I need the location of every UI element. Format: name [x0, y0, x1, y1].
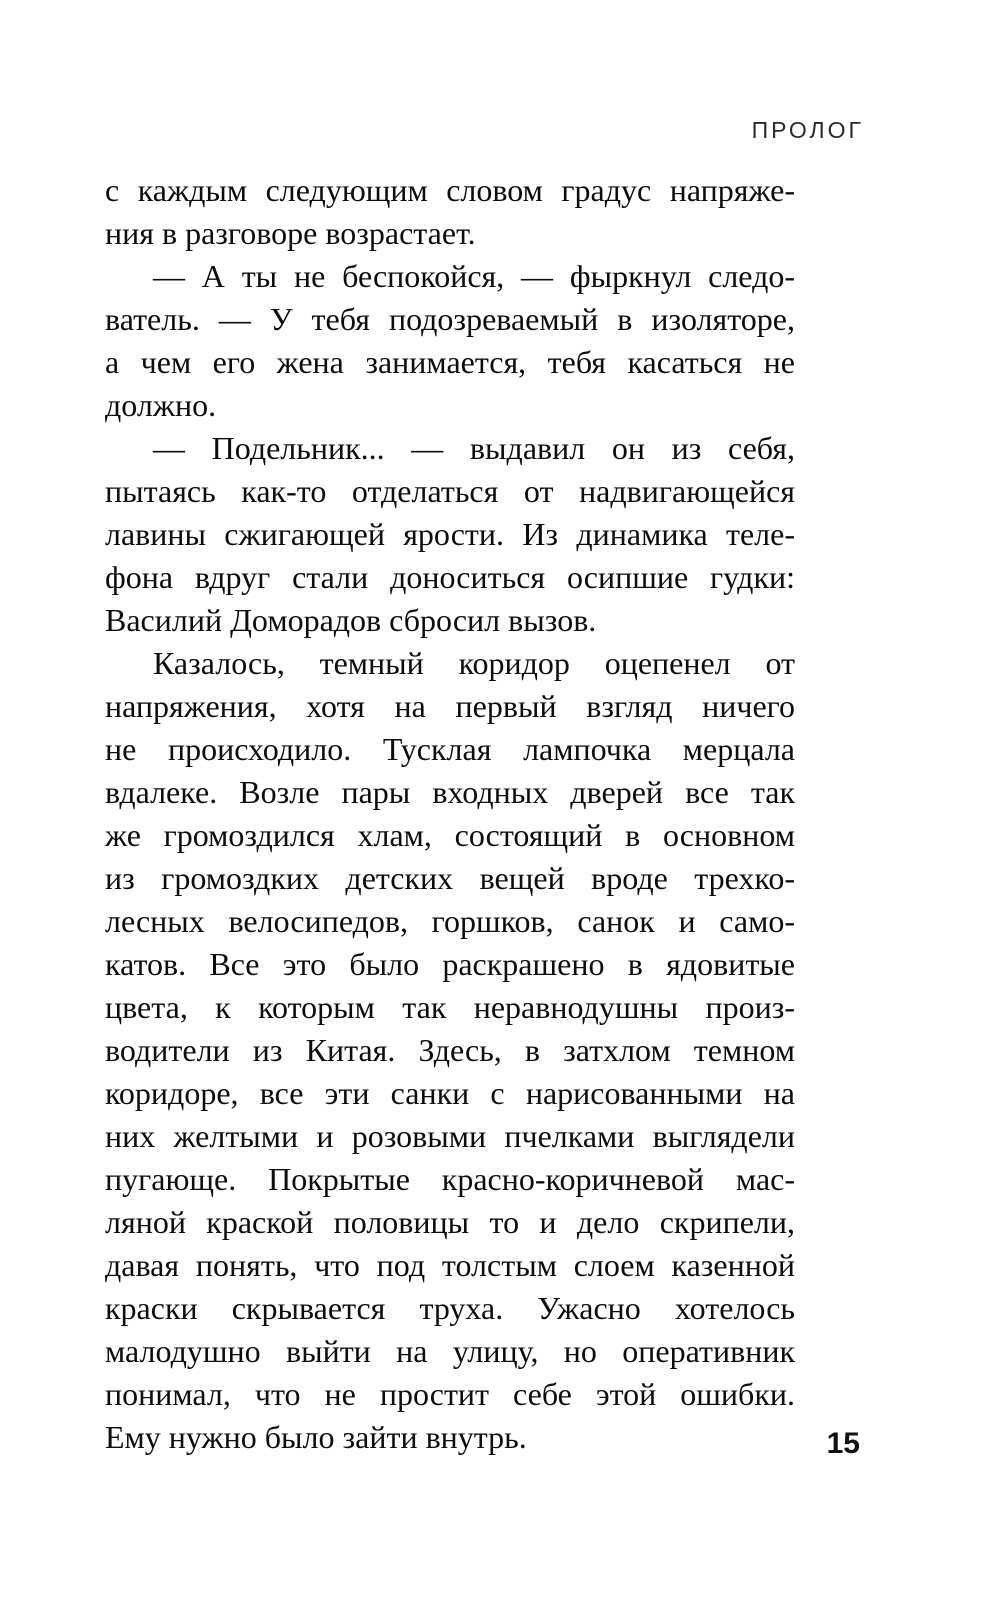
text-line: ния в разговоре возрастает. [105, 215, 476, 251]
text-line: Ему нужно было зайти внутрь. [105, 1419, 527, 1455]
text-line: ляной краской половицы то и дело скрипели, [105, 1204, 795, 1240]
text-line: лавины сжигающей ярости. Из динамика теле- [105, 516, 795, 552]
text-line: из громоздких детских вещей вроде трехко- [105, 860, 795, 896]
running-head-prologue: ПРОЛОГ [751, 117, 864, 143]
text-line: цвета, к которым так неравнодушны произ- [105, 989, 795, 1025]
text-line: водители из Китая. Здесь, в затхлом темном [105, 1032, 795, 1068]
text-line: Казалось, темный коридор оцепенел от [153, 645, 795, 681]
text-line: лесных велосипедов, горшков, санок и само- [105, 903, 795, 939]
text-line: малодушно выйти на улицу, но оперативник [105, 1333, 795, 1369]
text-line: Василий Доморадов сбросил вызов. [105, 602, 597, 638]
text-line: фона вдруг стали доноситься осипшие гудки: [105, 559, 795, 595]
text-line: давая понять, что под толстым слоем казенной [105, 1247, 795, 1283]
text-line: — А ты не беспокойся, — фыркнул следо- [153, 258, 795, 294]
text-line: понимал, что не простит себе этой ошибки. [105, 1376, 795, 1412]
text-line: катов. Все это было раскрашено в ядовитые [105, 946, 795, 982]
body-text [105, 169, 795, 1459]
text-line: пытаясь как-то отделаться от надвигающейся [105, 473, 795, 509]
text-line: краски скрывается труха. Ужасно хотелось [105, 1290, 795, 1326]
text-line: напряжения, хотя на первый взгляд ничего [105, 688, 795, 724]
page-number: 15 [826, 1427, 860, 1460]
text-line: с каждым следующим словом градус напряже- [105, 172, 795, 208]
text-line: не происходило. Тусклая лампочка мерцала [105, 731, 795, 767]
text-line: ватель. — У тебя подозреваемый в изоляторе, [105, 301, 795, 337]
text-line: пугающе. Покрытые красно-коричневой мас- [105, 1161, 795, 1197]
text-line: них желтыми и розовыми пчелками выглядели [105, 1118, 795, 1154]
text-line: вдалеке. Возле пары входных дверей все так [105, 774, 795, 810]
text-line: коридоре, все эти санки с нарисованными на [105, 1075, 795, 1111]
text-line: должно. [105, 387, 217, 423]
text-line: же громоздился хлам, состоящий в основном [105, 817, 795, 853]
text-line: а чем его жена занимается, тебя касаться не [105, 344, 795, 380]
text-line: — Подельник... — выдавил он из себя, [153, 430, 795, 466]
